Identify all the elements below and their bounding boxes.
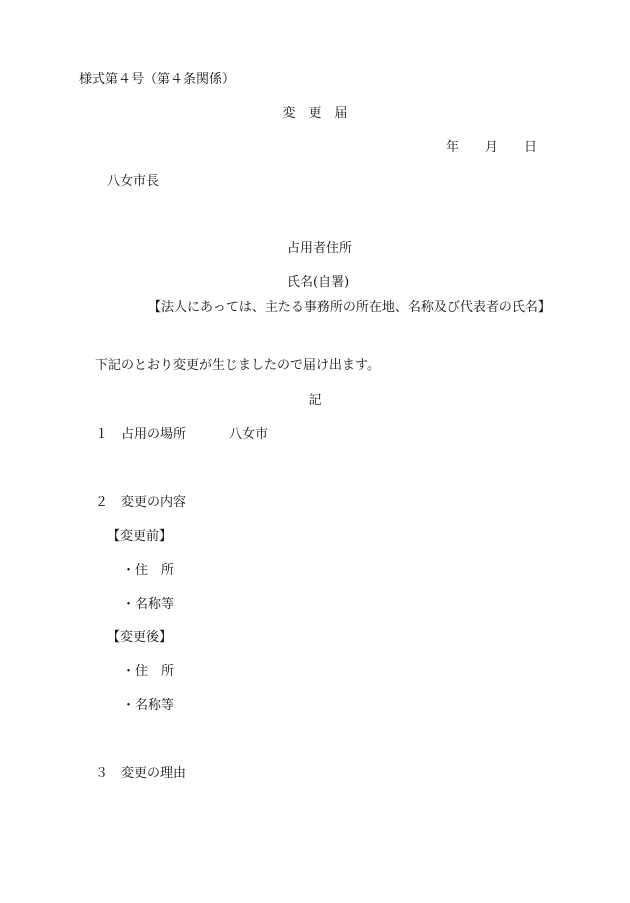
occupant-address-label: 占用者住所: [287, 241, 353, 256]
occupant-name-label: 氏名(自署): [287, 275, 350, 290]
document-title: 変 更 届: [282, 106, 348, 121]
after-address-label: ・住 所: [122, 664, 175, 679]
after-change-heading: 【変更後】: [107, 630, 173, 645]
before-change-heading: 【変更前】: [107, 529, 173, 544]
item-change-content-label: ２ 変更の内容: [95, 495, 187, 510]
item-change-reason-label: ３ 変更の理由: [95, 766, 187, 781]
date-line: 年 月 日: [446, 140, 538, 155]
corporate-note: 【法人にあっては、主たる事務所の所在地、名称及び代表者の氏名】: [148, 300, 551, 315]
before-address-label: ・住 所: [122, 563, 175, 578]
record-heading: 記: [308, 393, 322, 408]
form-number: 様式第４号（第４条関係）: [79, 72, 236, 87]
statement: 下記のとおり変更が生じましたので届け出ます。: [95, 358, 380, 373]
addressee: 八女市長: [107, 174, 160, 189]
item-location-label: １ 占用の場所: [95, 427, 187, 442]
item-location-value: 八女市: [229, 427, 269, 442]
after-name-label: ・名称等: [122, 698, 175, 713]
before-name-label: ・名称等: [122, 597, 175, 612]
